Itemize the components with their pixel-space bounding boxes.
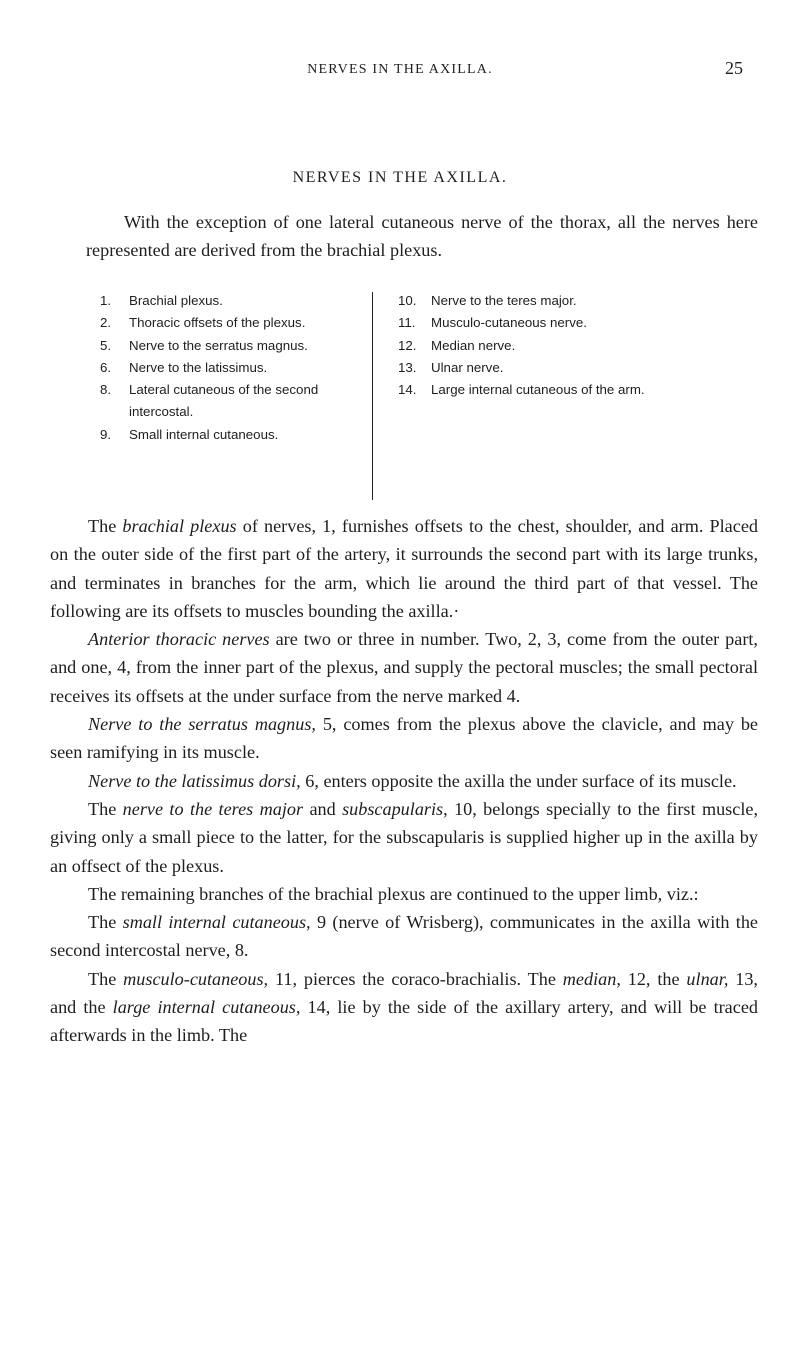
legend-text: Ulnar nerve. — [431, 359, 504, 375]
italic-term: small internal cutaneous, — [122, 912, 311, 933]
text-run: 6, enters opposite the axilla the under surface of its muscle. — [300, 770, 737, 791]
legend-text: Brachial plexus. — [129, 293, 223, 308]
paragraph-serratus-magnus — [50, 710, 758, 767]
legend-number: 6. — [100, 359, 112, 375]
italic-term: ulnar, — [686, 968, 729, 989]
legend-item — [100, 424, 370, 446]
text-run: 13, and the — [50, 968, 758, 1018]
legend-item — [100, 379, 370, 424]
legend-item — [100, 290, 370, 312]
legend-column-left — [100, 290, 370, 446]
legend-item — [100, 335, 370, 357]
legend-number: 8. — [100, 382, 112, 398]
italic-term: median, — [562, 968, 621, 989]
text-run: 11, pierces the coraco-brachialis. The — [268, 968, 563, 989]
legend-number: 10. — [398, 293, 417, 308]
running-head — [0, 58, 800, 84]
italic-term: subscapularis, — [342, 798, 448, 819]
paragraph-remaining-branches — [50, 880, 758, 908]
running-title: NERVES IN THE AXILLA. — [307, 62, 493, 77]
legend-number: 5. — [100, 337, 112, 353]
legend-item — [398, 312, 760, 334]
italic-term: Anterior thoracic nerves — [88, 629, 270, 650]
legend-item — [398, 379, 760, 401]
text-run: The remaining branches of the brachial plexus are continued to the upper limb, viz.: — [88, 883, 699, 904]
paragraph-teres-major — [50, 795, 758, 880]
figure-legend — [100, 290, 760, 490]
legend-text: Lateral cutaneous of the second intercostal. — [129, 382, 319, 420]
legend-column-right — [398, 290, 760, 401]
legend-text: Musculo-cutaneous nerve. — [431, 315, 587, 331]
text-run: 14, lie by the side of the axillary artery, and will be traced afterwards in the limb. The — [50, 997, 758, 1046]
legend-number: 14. — [398, 382, 417, 398]
italic-term: musculo-cutaneous, — [123, 968, 269, 989]
text-run: 9 (nerve of Wrisberg), communicates in the axilla with the second intercostal nerve, 8. — [50, 912, 758, 961]
legend-text: Thoracic offsets of the plexus. — [129, 315, 306, 331]
italic-term: Nerve to the serratus magnus, — [88, 714, 316, 735]
body-text — [50, 512, 758, 1050]
legend-item — [398, 335, 760, 357]
legend-number: 12. — [398, 337, 417, 353]
legend-item — [100, 312, 370, 334]
intro-paragraph: With the exception of one lateral cutaneous nerve of the thorax, all the nerves here represented are derived from the brachial plexus. — [86, 212, 758, 260]
legend-text: Nerve to the latissimus. — [129, 359, 268, 375]
italic-term: brachial plexus — [122, 516, 237, 536]
legend-text: Large internal cutaneous of the arm. — [431, 382, 645, 398]
paragraph-brachial-plexus — [50, 512, 758, 625]
paragraph-anterior-thoracic — [50, 625, 758, 710]
legend-text: Small internal cutaneous. — [129, 426, 279, 442]
text-run: The — [88, 912, 123, 933]
text-run: The — [88, 798, 123, 819]
legend-item — [398, 290, 760, 312]
italic-term: Nerve to the latissimus dorsi, — [88, 770, 301, 791]
paragraph-musculo-cutaneous — [50, 965, 758, 1050]
legend-number: 1. — [100, 293, 112, 308]
legend-text: Median nerve. — [431, 337, 516, 353]
text-run: 5, comes from the plexus above the clavicle, and may be seen ramifying in its muscle. — [50, 714, 758, 763]
legend-item — [398, 357, 760, 379]
italic-term: large internal cutaneous, — [112, 997, 301, 1018]
text-run: 12, the — [620, 968, 687, 989]
text-run: are two or three in number. Two, 2, 3, come from the outer part, and one, 4, from the inner part of the plexus, and supply the pectoral muscles; the small pectoral receives its offsets at the under surface from the nerve marked 4. — [50, 629, 758, 706]
text-run: The — [88, 516, 123, 536]
page-number: 25 — [725, 58, 743, 78]
paragraph-latissimus-dorsi — [50, 767, 758, 795]
legend-text: Nerve to the serratus magnus. — [129, 337, 308, 353]
text-run: and — [303, 798, 343, 819]
text-run: of nerves, 1, furnishes offsets to the chest, shoulder, and arm. Placed on the outer side of the first part of the artery, it surrounds the second part with its large trunks, and terminates in branches for the arm, which lie around the third part of that vessel. The following are its offsets to muscles bounding the axilla.· — [50, 516, 758, 621]
legend-number: 9. — [100, 426, 112, 442]
legend-number: 2. — [100, 315, 112, 331]
legend-item — [100, 357, 370, 379]
legend-divider — [372, 292, 373, 500]
legend-number: 11. — [398, 315, 416, 331]
text-run: The — [88, 968, 124, 989]
legend-number: 13. — [398, 359, 417, 375]
section-title: NERVES IN THE AXILLA. — [292, 169, 508, 186]
italic-term: nerve to the teres major — [122, 798, 304, 819]
legend-text: Nerve to the teres major. — [431, 293, 577, 308]
paragraph-small-internal-cutaneous — [50, 908, 758, 965]
text-run: 10, belongs specially to the first muscle, giving only a small piece to the latter, for the subscapularis is supplied higher up in the axilla by an offsect of the plexus. — [50, 798, 759, 876]
